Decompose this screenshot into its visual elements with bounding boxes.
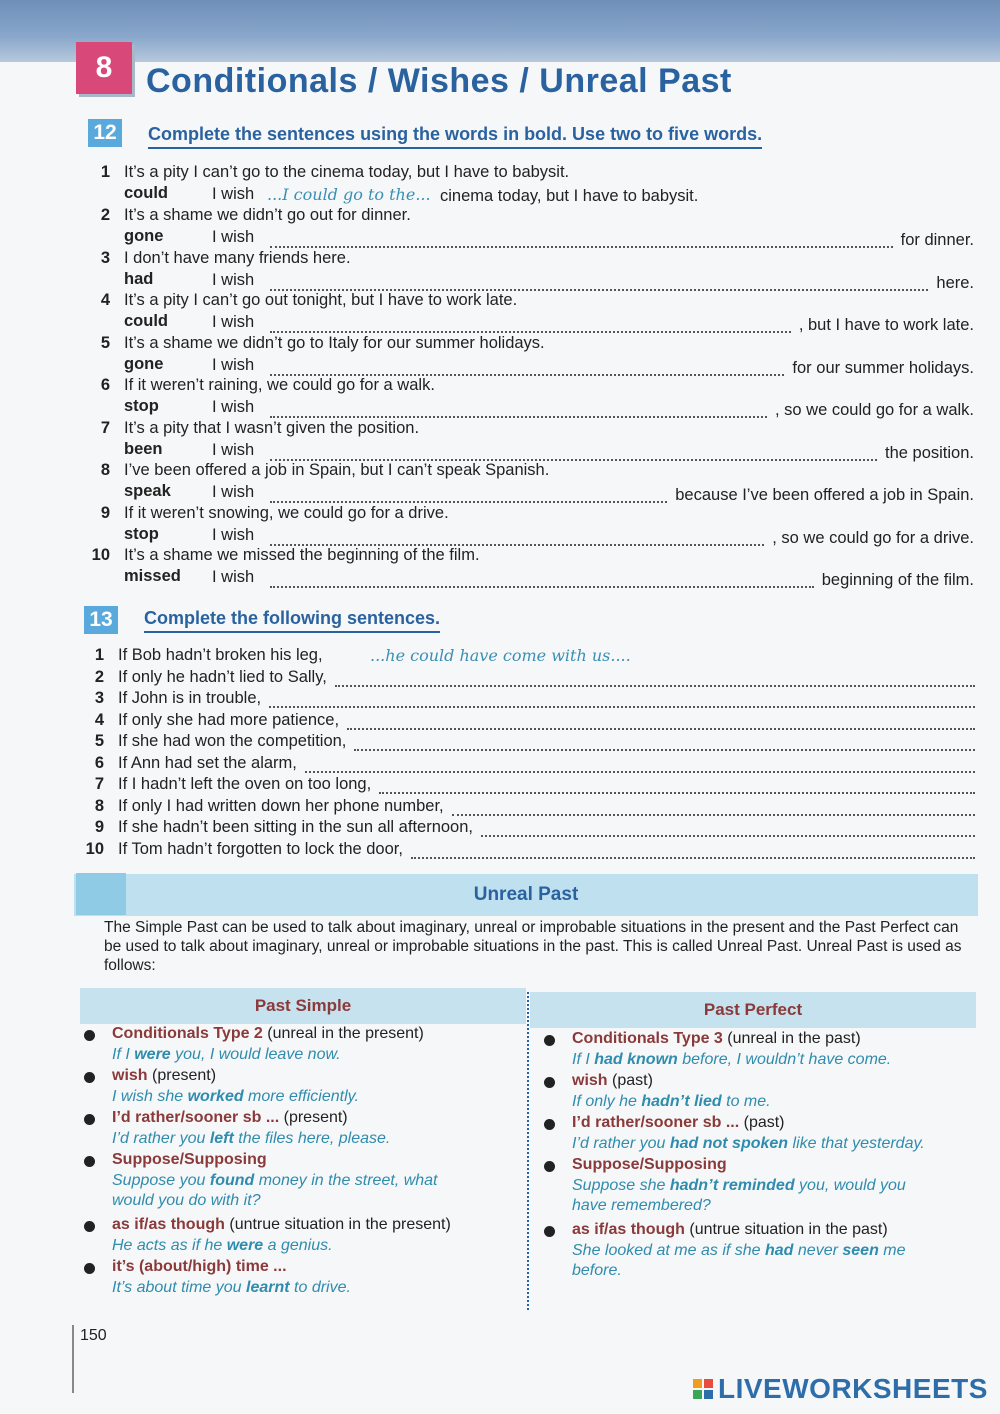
rule-example — [572, 1134, 932, 1154]
example-bold: had — [765, 1242, 794, 1259]
example-text: If I — [112, 1046, 135, 1063]
example-text: to drive. — [289, 1279, 351, 1296]
answer-blank[interactable] — [269, 704, 975, 708]
question-number: 2 — [100, 206, 110, 224]
question-number: 7 — [94, 775, 104, 793]
page-title: Conditionals / Wishes / Unreal Past — [146, 62, 732, 100]
example-bold: had known — [594, 1051, 678, 1068]
question-number: 4 — [100, 291, 110, 309]
liveworksheets-logo-icon — [692, 1377, 714, 1401]
question-sentence: If only he hadn’t lied to Sally, — [118, 667, 327, 686]
bullet — [84, 1072, 95, 1083]
rule-example — [572, 1092, 932, 1112]
question-number: 8 — [100, 461, 110, 479]
past-simple-heading: Past Simple — [80, 988, 526, 1024]
rule-example — [112, 1045, 472, 1065]
sentence-tail: here. — [936, 274, 974, 292]
rule-line — [572, 1030, 861, 1048]
example-text: money in the street, what would you do with it? — [112, 1172, 438, 1209]
question-sentence: It’s a pity that I wasn’t given the position. — [124, 419, 420, 437]
example-text: a genius. — [263, 1237, 333, 1254]
rule-label: Conditionals Type 2 — [112, 1025, 263, 1042]
question-sentence: If she had won the competition, — [118, 732, 347, 750]
sentence-tail: beginning of the film. — [821, 571, 974, 589]
question-number: 6 — [100, 376, 110, 394]
example-bold: worked — [187, 1088, 244, 1105]
sentence-tail: , but I have to work late. — [798, 316, 974, 334]
question-number: 7 — [100, 419, 110, 437]
keyword: could — [124, 312, 168, 330]
example-text: It’s about time you — [112, 1279, 246, 1296]
example-text: I’d rather you — [572, 1135, 670, 1152]
rule-label: Conditionals Type 3 — [572, 1030, 723, 1047]
question-number: 10 — [91, 546, 110, 564]
example-text: the files here, please. — [233, 1130, 391, 1147]
rule-note: (present) — [152, 1067, 217, 1084]
example-text: If only he — [572, 1093, 642, 1110]
page-margin-line — [72, 1325, 74, 1393]
question-sentence: If only I had written down her phone number, — [118, 796, 444, 815]
wish-prefix: I wish — [212, 185, 255, 203]
answer-blank[interactable] — [270, 584, 814, 588]
rule-example — [572, 1176, 932, 1216]
unreal-past-title: Unreal Past — [473, 884, 579, 905]
sentence-tail: , so we could go for a drive. — [772, 529, 974, 547]
rule-line — [112, 1109, 348, 1127]
exercise-12-number: 12 — [88, 119, 122, 147]
rule-label: as if/as though — [572, 1221, 685, 1238]
rule-note: (unreal in the present) — [267, 1025, 424, 1042]
question-sentence: If it weren’t snowing, we could go for a drive. — [124, 504, 449, 522]
rule-line — [112, 1151, 267, 1169]
rule-label: as if/as though — [112, 1216, 225, 1233]
example-text: to me. — [721, 1093, 771, 1110]
question-sentence: It’s a shame we missed the beginning of the film. — [124, 546, 480, 564]
rule-note: (past) — [612, 1072, 653, 1089]
question-number: 8 — [94, 796, 104, 815]
example-bold: found — [209, 1172, 255, 1189]
sentence-tail: cinema today, but I have to babysit. — [440, 187, 699, 205]
keyword: stop — [124, 525, 159, 543]
example-text: you, would you have remembered? — [572, 1177, 906, 1214]
example-text: never — [793, 1242, 843, 1259]
rule-example — [112, 1087, 472, 1107]
example-bold: hadn’t reminded — [669, 1177, 795, 1194]
answer-blank[interactable] — [347, 726, 975, 730]
wish-prefix: I wish — [212, 483, 255, 501]
question-sentence: It’s a shame we didn’t go out for dinner. — [124, 206, 411, 224]
answer-blank[interactable] — [354, 747, 975, 751]
rule-line — [572, 1072, 653, 1090]
example-bold: hadn’t lied — [641, 1093, 722, 1110]
question-number: 2 — [94, 667, 104, 686]
example-text: more efficiently. — [243, 1088, 359, 1105]
rule-line — [572, 1221, 888, 1239]
question-sentence: If Ann had set the alarm, — [118, 753, 297, 772]
example-text: If I — [572, 1051, 595, 1068]
rule-note: (untrue situation in the past) — [689, 1221, 888, 1238]
rule-example — [112, 1278, 472, 1298]
bullet — [544, 1226, 555, 1237]
rule-label: I’d rather/sooner sb ... — [572, 1114, 740, 1131]
rule-label: wish — [572, 1072, 608, 1089]
question-sentence: If Tom hadn’t forgotten to lock the door, — [118, 839, 403, 858]
exercise-13-number: 13 — [84, 606, 118, 634]
answer-text[interactable]: ...he could have come with us.... — [370, 646, 631, 665]
answer-blank[interactable] — [270, 414, 767, 418]
chapter-number-badge: 8 — [76, 42, 132, 94]
answer-blank[interactable] — [452, 812, 975, 816]
answer-text[interactable]: ...I could go to the... — [267, 185, 431, 204]
rule-note: (unreal in the past) — [727, 1030, 861, 1047]
keyword: gone — [124, 227, 164, 245]
exercise-12-instruction: Complete the sentences using the words in bold. Use two to five words. — [148, 124, 762, 149]
question-number: 5 — [94, 732, 104, 750]
rule-example — [112, 1236, 472, 1256]
bullet — [544, 1119, 555, 1130]
rule-example — [112, 1171, 472, 1211]
example-text: me before. — [572, 1242, 906, 1279]
keyword: stop — [124, 397, 159, 415]
rule-label: Suppose/Supposing — [112, 1151, 267, 1168]
sentence-tail: the position. — [885, 444, 974, 462]
rule-note: (untrue situation in the present) — [229, 1216, 451, 1233]
bullet — [84, 1114, 95, 1125]
question-sentence: I don’t have many friends here. — [124, 249, 351, 267]
answer-blank[interactable] — [270, 244, 893, 248]
wish-prefix: I wish — [212, 441, 255, 459]
keyword: been — [124, 440, 163, 458]
answer-blank[interactable] — [270, 499, 667, 503]
bullet — [84, 1156, 95, 1167]
rule-example — [572, 1241, 932, 1281]
answer-blank[interactable] — [379, 790, 975, 794]
example-text: He acts as if he — [112, 1237, 227, 1254]
question-number: 10 — [85, 839, 104, 858]
keyword: speak — [124, 482, 171, 500]
example-bold: were — [134, 1046, 171, 1063]
top-banner — [0, 0, 1000, 62]
liveworksheets-logo — [692, 1373, 988, 1405]
unreal-past-intro: The Simple Past can be used to talk about imaginary, unreal or improbable situations in the present and the Past Perfect can be used to talk about imaginary, unreal or improbable situations in the past. This is called Unreal Past. Unreal Past is used as follows: — [104, 919, 962, 974]
question-number: 1 — [100, 163, 110, 181]
wish-prefix: I wish — [212, 228, 255, 246]
question-number: 1 — [94, 646, 104, 664]
rule-example — [572, 1050, 932, 1070]
rule-note: (present) — [283, 1109, 348, 1126]
exercise-13-instruction: Complete the following sentences. — [144, 608, 440, 633]
sentence-tail: for dinner. — [900, 231, 974, 249]
answer-blank[interactable] — [305, 769, 975, 773]
rule-note: (past) — [743, 1114, 785, 1131]
bullet — [544, 1161, 555, 1172]
bullet — [544, 1077, 555, 1088]
rule-label: Suppose/Supposing — [572, 1156, 727, 1173]
example-text: like that yesterday. — [788, 1135, 925, 1152]
sentence-tail: for our summer holidays. — [792, 359, 974, 377]
example-bold: were — [226, 1237, 264, 1254]
example-text: She looked at me as if she — [572, 1242, 765, 1259]
question-number: 5 — [100, 334, 110, 352]
keyword: could — [124, 184, 168, 202]
answer-blank[interactable] — [335, 683, 975, 687]
column-divider — [527, 992, 529, 1310]
bullet — [84, 1030, 95, 1041]
question-number: 9 — [94, 818, 104, 836]
bullet — [84, 1263, 95, 1274]
rule-line — [112, 1067, 216, 1085]
example-text: Suppose she — [572, 1177, 670, 1194]
question-sentence: It’s a pity I can’t go out tonight, but I have to work late. — [124, 291, 518, 309]
example-bold: left — [209, 1130, 234, 1147]
page-number: 150 — [80, 1327, 107, 1344]
question-sentence: It’s a pity I can’t go to the cinema today, but I have to babysit. — [124, 163, 570, 181]
question-sentence: If it weren’t raining, we could go for a walk. — [124, 376, 435, 394]
example-text: I’d rather you — [112, 1130, 210, 1147]
past-perfect-heading: Past Perfect — [530, 992, 976, 1028]
keyword: had — [124, 270, 154, 288]
rule-label: wish — [112, 1067, 148, 1084]
example-bold: had not spoken — [669, 1135, 789, 1152]
question-sentence: It’s a shame we didn’t go to Italy for our summer holidays. — [124, 334, 545, 352]
keyword: missed — [124, 567, 181, 585]
rule-line — [112, 1216, 451, 1234]
question-number: 3 — [100, 249, 110, 267]
wish-prefix: I wish — [212, 526, 255, 544]
example-text: before, I wouldn’t have come. — [677, 1051, 892, 1068]
question-number: 4 — [94, 710, 104, 729]
question-sentence: If only she had more patience, — [118, 710, 340, 729]
example-bold: learnt — [246, 1279, 290, 1296]
question-sentence: I’ve been offered a job in Spain, but I can’t speak Spanish. — [124, 461, 550, 479]
wish-prefix: I wish — [212, 398, 255, 416]
wish-prefix: I wish — [212, 313, 255, 331]
bullet — [544, 1035, 555, 1046]
rule-line — [572, 1114, 785, 1132]
rule-line — [112, 1025, 424, 1043]
answer-blank[interactable] — [481, 833, 975, 837]
answer-blank[interactable] — [270, 329, 791, 333]
rule-line — [112, 1258, 287, 1276]
question-sentence: If John is in trouble, — [118, 689, 262, 707]
question-sentence: If I hadn’t left the oven on too long, — [118, 775, 372, 793]
question-number: 9 — [100, 504, 110, 522]
example-bold: seen — [842, 1242, 879, 1259]
sentence-tail: because I’ve been offered a job in Spain. — [675, 486, 974, 504]
question-sentence: If she hadn’t been sitting in the sun all afternoon, — [118, 818, 473, 836]
rule-example — [112, 1129, 472, 1149]
question-number: 6 — [94, 753, 104, 772]
question-number: 3 — [94, 689, 104, 707]
rule-label: it’s (about/high) time ... — [112, 1258, 287, 1275]
keyword: gone — [124, 355, 164, 373]
bullet — [84, 1221, 95, 1232]
question-sentence: If Bob hadn’t broken his leg, — [118, 646, 323, 664]
example-text: you, I would leave now. — [170, 1046, 341, 1063]
example-text: Suppose you — [112, 1172, 210, 1189]
rule-line — [572, 1156, 727, 1174]
wish-prefix: I wish — [212, 356, 255, 374]
liveworksheets-logo-text: LIVEWORKSHEETS — [718, 1373, 988, 1404]
wish-prefix: I wish — [212, 271, 255, 289]
wish-prefix: I wish — [212, 568, 255, 586]
example-text: I wish she — [112, 1088, 188, 1105]
answer-blank[interactable] — [411, 855, 975, 859]
rule-label: I’d rather/sooner sb ... — [112, 1109, 280, 1126]
sentence-tail: , so we could go for a walk. — [774, 401, 974, 419]
